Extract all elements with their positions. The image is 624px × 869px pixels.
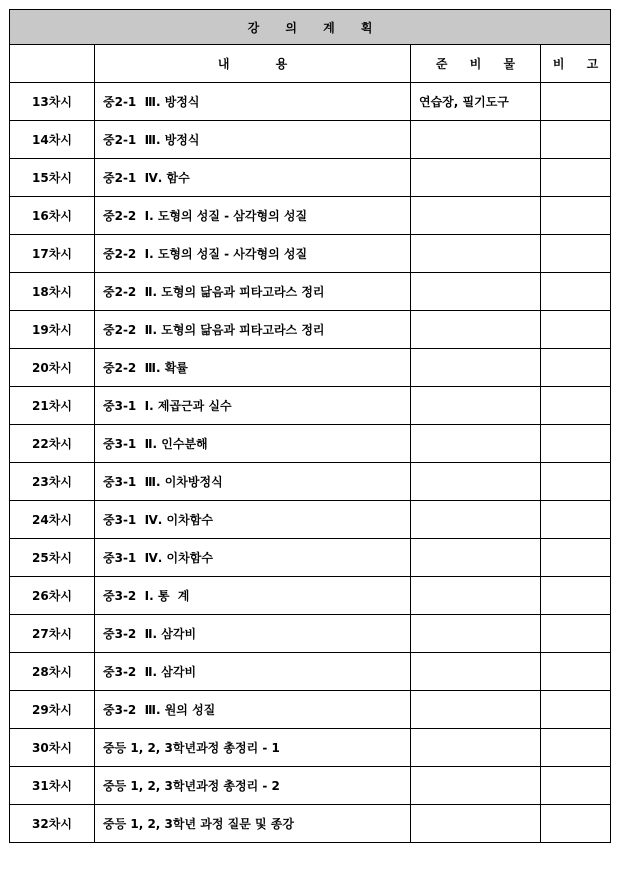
content-cell: 중3-1 Ⅳ. 이차함수 xyxy=(95,501,411,539)
header-prep-label: 준 비 물 xyxy=(435,57,516,71)
prep-cell xyxy=(411,805,541,843)
prep-cell xyxy=(411,425,541,463)
content-cell: 중2-2 Ⅰ. 도형의 성질 - 삼각형의 성질 xyxy=(95,197,411,235)
content-cell: 중2-2 Ⅰ. 도형의 성질 - 사각형의 성질 xyxy=(95,235,411,273)
content-cell: 중3-2 Ⅱ. 삼각비 xyxy=(95,615,411,653)
session-cell: 22차시 xyxy=(10,425,95,463)
session-cell: 26차시 xyxy=(10,577,95,615)
prep-cell xyxy=(411,501,541,539)
prep-cell xyxy=(411,463,541,501)
table-row xyxy=(10,159,611,197)
note-cell xyxy=(541,729,611,767)
table-title xyxy=(10,10,611,45)
content-cell: 중2-2 Ⅱ. 도형의 닮음과 피타고라스 정리 xyxy=(95,311,411,349)
table-row xyxy=(10,691,611,729)
content-cell: 중3-1 Ⅳ. 이차함수 xyxy=(95,539,411,577)
table-header-row xyxy=(10,45,611,83)
content-cell: 중2-1 Ⅳ. 함수 xyxy=(95,159,411,197)
table-title-text: 강 의 계 획 xyxy=(247,20,373,35)
header-note xyxy=(541,45,611,83)
lecture-plan-table xyxy=(9,9,611,843)
note-cell xyxy=(541,387,611,425)
note-cell xyxy=(541,235,611,273)
prep-cell xyxy=(411,653,541,691)
note-cell xyxy=(541,83,611,121)
prep-cell xyxy=(411,729,541,767)
session-cell: 14차시 xyxy=(10,121,95,159)
note-cell xyxy=(541,653,611,691)
prep-cell xyxy=(411,121,541,159)
content-cell: 중3-1 Ⅰ. 제곱근과 실수 xyxy=(95,387,411,425)
header-content xyxy=(95,45,411,83)
note-cell xyxy=(541,463,611,501)
prep-cell xyxy=(411,235,541,273)
prep-cell xyxy=(411,615,541,653)
note-cell xyxy=(541,349,611,387)
note-cell xyxy=(541,197,611,235)
content-cell: 중등 1, 2, 3학년과정 총정리 - 2 xyxy=(95,767,411,805)
session-cell: 31차시 xyxy=(10,767,95,805)
prep-cell xyxy=(411,349,541,387)
note-cell xyxy=(541,691,611,729)
note-cell xyxy=(541,615,611,653)
note-cell xyxy=(541,121,611,159)
session-cell: 13차시 xyxy=(10,83,95,121)
table-row xyxy=(10,501,611,539)
session-cell: 32차시 xyxy=(10,805,95,843)
session-cell: 15차시 xyxy=(10,159,95,197)
note-cell xyxy=(541,805,611,843)
content-cell: 중2-2 Ⅲ. 확률 xyxy=(95,349,411,387)
content-cell: 중2-2 Ⅱ. 도형의 닮음과 피타고라스 정리 xyxy=(95,273,411,311)
session-cell: 21차시 xyxy=(10,387,95,425)
table-row xyxy=(10,805,611,843)
session-cell: 25차시 xyxy=(10,539,95,577)
table-row xyxy=(10,577,611,615)
content-cell: 중3-1 Ⅱ. 인수분해 xyxy=(95,425,411,463)
table-row xyxy=(10,653,611,691)
session-cell: 16차시 xyxy=(10,197,95,235)
table-row xyxy=(10,83,611,121)
session-cell: 18차시 xyxy=(10,273,95,311)
note-cell xyxy=(541,539,611,577)
prep-cell xyxy=(411,691,541,729)
content-cell: 중등 1, 2, 3학년 과정 질문 및 종강 xyxy=(95,805,411,843)
table-row xyxy=(10,729,611,767)
note-cell xyxy=(541,577,611,615)
prep-cell: 연습장, 필기도구 xyxy=(411,83,541,121)
table-row xyxy=(10,197,611,235)
prep-cell xyxy=(411,767,541,805)
prep-cell xyxy=(411,197,541,235)
note-cell xyxy=(541,425,611,463)
note-cell xyxy=(541,159,611,197)
table-row xyxy=(10,539,611,577)
table-row xyxy=(10,463,611,501)
content-cell: 중2-1 Ⅲ. 방정식 xyxy=(95,83,411,121)
table-row xyxy=(10,349,611,387)
header-session xyxy=(10,45,95,83)
header-prep xyxy=(411,45,541,83)
note-cell xyxy=(541,311,611,349)
session-cell: 20차시 xyxy=(10,349,95,387)
session-cell: 19차시 xyxy=(10,311,95,349)
session-cell: 28차시 xyxy=(10,653,95,691)
table-row xyxy=(10,235,611,273)
header-content-label: 내 용 xyxy=(217,57,288,71)
prep-cell xyxy=(411,273,541,311)
content-cell: 중등 1, 2, 3학년과정 총정리 - 1 xyxy=(95,729,411,767)
note-cell xyxy=(541,273,611,311)
prep-cell xyxy=(411,577,541,615)
content-cell: 중3-2 Ⅰ. 통 계 xyxy=(95,577,411,615)
table-row xyxy=(10,425,611,463)
header-note-label: 비 고 xyxy=(552,57,599,71)
content-cell: 중2-1 Ⅲ. 방정식 xyxy=(95,121,411,159)
note-cell xyxy=(541,767,611,805)
table-row xyxy=(10,121,611,159)
table-row xyxy=(10,273,611,311)
session-cell: 23차시 xyxy=(10,463,95,501)
note-cell xyxy=(541,501,611,539)
table-row xyxy=(10,311,611,349)
content-cell: 중3-1 Ⅲ. 이차방정식 xyxy=(95,463,411,501)
session-cell: 27차시 xyxy=(10,615,95,653)
content-cell: 중3-2 Ⅲ. 원의 성질 xyxy=(95,691,411,729)
table-row xyxy=(10,387,611,425)
prep-cell xyxy=(411,539,541,577)
session-cell: 17차시 xyxy=(10,235,95,273)
content-cell: 중3-2 Ⅱ. 삼각비 xyxy=(95,653,411,691)
prep-cell xyxy=(411,159,541,197)
table-row xyxy=(10,615,611,653)
prep-cell xyxy=(411,311,541,349)
session-cell: 29차시 xyxy=(10,691,95,729)
table-row xyxy=(10,767,611,805)
prep-cell xyxy=(411,387,541,425)
table-title-row xyxy=(10,10,611,45)
session-cell: 30차시 xyxy=(10,729,95,767)
session-cell: 24차시 xyxy=(10,501,95,539)
